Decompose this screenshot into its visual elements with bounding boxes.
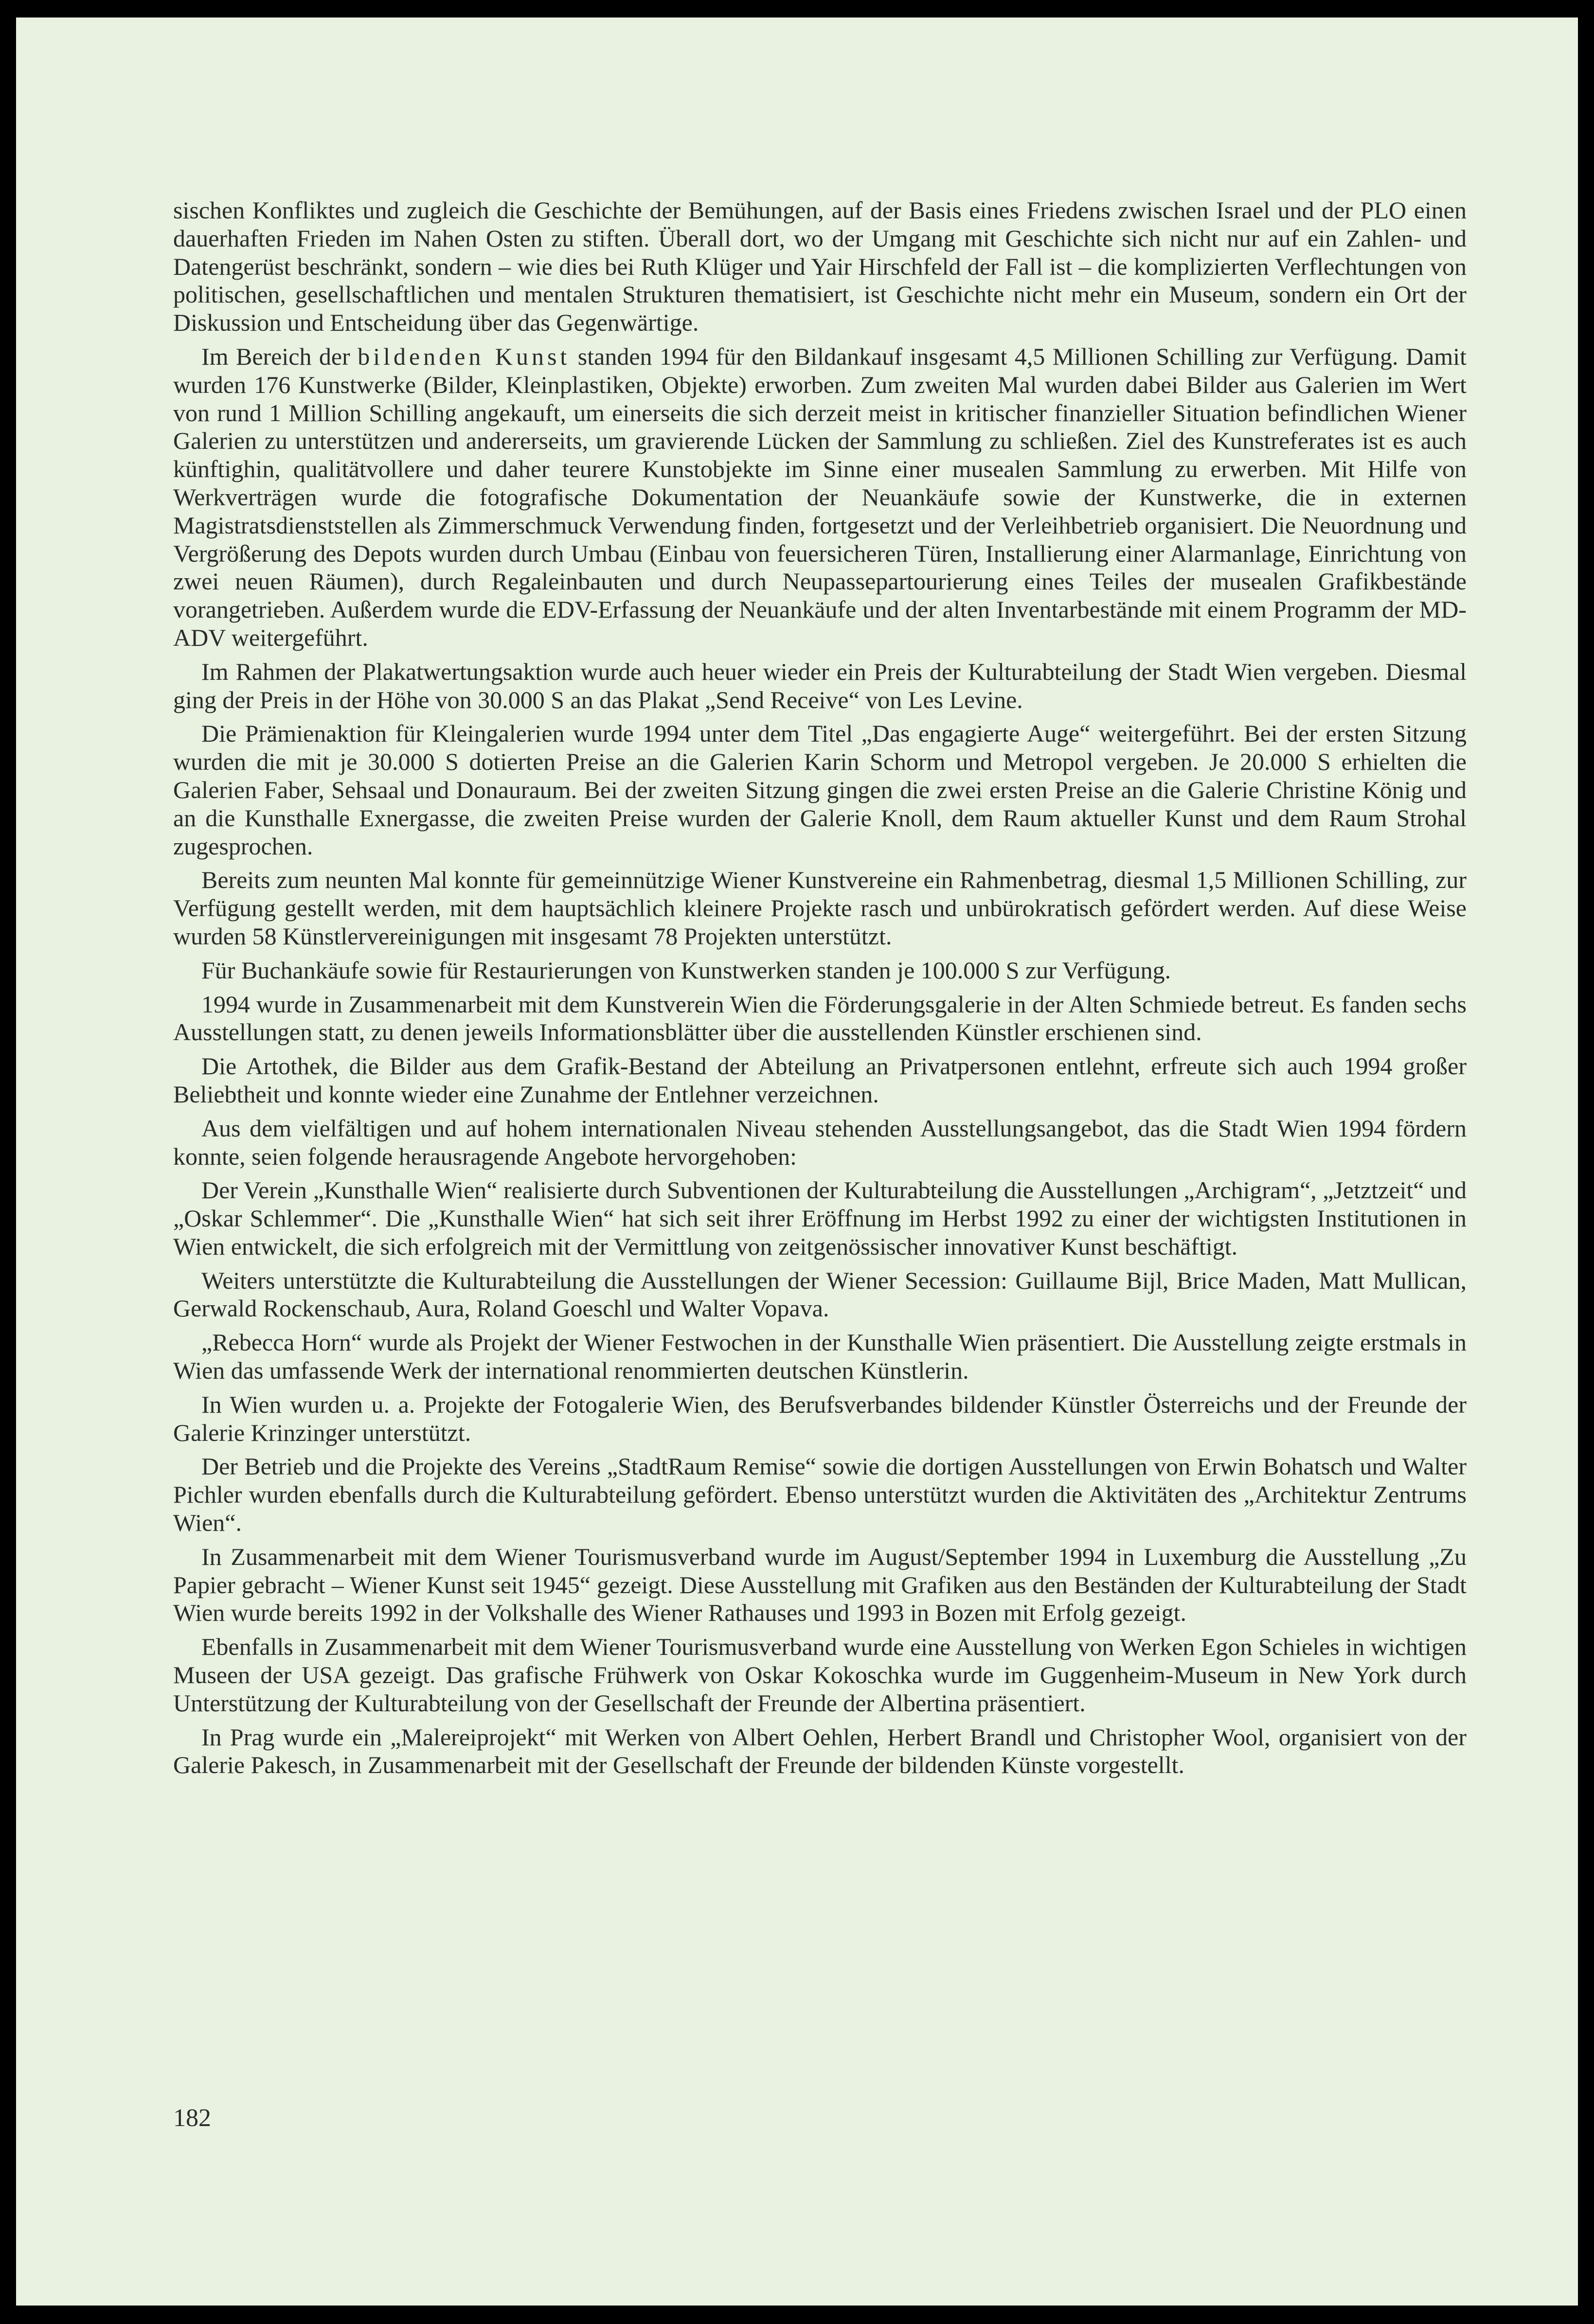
paragraph: In Wien wurden u. a. Projekte der Fotogalerie Wien, des Berufsverbandes bildender Künstler Österreichs und der Freunde der Galerie Krinzinger unterstützt. [173, 1390, 1467, 1446]
paragraph: Für Buchankäufe sowie für Restaurierungen von Kunstwerken standen je 100.000 S zur Verfügung. [201, 956, 1171, 984]
body-text [173, 196, 1467, 1785]
paragraph: In Prag wurde ein „Malereiprojekt“ mit Werken von Albert Oehlen, Herbert Brandl und Christopher Wool, organisiert von der Galerie Pakesch, in Zusammenarbeit mit der Gesellschaft der Freunde der bildenden Künste vorgestellt. [173, 1723, 1467, 1779]
paragraph: In Zusammenarbeit mit dem Wiener Tourismusverband wurde im August/September 1994 in Luxemburg die Ausstellung „Zu Papier gebracht – Wiener Kunst seit 1945“ gezeigt. Diese Ausstellung mit Grafiken aus den Beständen der Kulturabteilung der Stadt Wien wurde bereits 1992 in der Volkshalle des Wiener Rathauses und 1993 in Bozen mit Erfolg gezeigt. [173, 1543, 1467, 1627]
paragraph: Die Prämienaktion für Kleingalerien wurde 1994 unter dem Titel „Das engagierte Auge“ weitergeführt. Bei der ersten Sitzung wurden die mit je 30.000 S dotierten Preise an die Galerien Karin Schorm und Metropol vergeben. Je 20.000 S erhielten die Galerien Faber, Sehsaal und Donauraum. Bei der zweiten Sitzung gingen die zwei ersten Preise an die Galerie Christine König und an die Kunsthalle Exnergasse, die zweiten Preise wurden der Galerie Knoll, dem Raum aktueller Kunst und dem Raum Strohal zugesprochen. [173, 720, 1467, 860]
paragraph: Weiters unterstützte die Kulturabteilung die Ausstellungen der Wiener Secession: Guillaume Bijl, Brice Maden, Matt Mullican, Gerwald Rockenschaub, Aura, Roland Goeschl und Walter Vopava. [173, 1266, 1467, 1322]
spaced-emphasis: bildenden Kunst [358, 342, 571, 370]
paragraph: Die Artothek, die Bilder aus dem Grafik-Bestand der Abteilung an Privatpersonen entlehnt, erfreute sich auch 1994 großer Beliebtheit und konnte wieder eine Zunahme der Entlehner verzeichnen. [173, 1052, 1467, 1108]
paragraph: Im Rahmen der Plakatwertungsaktion wurde auch heuer wieder ein Preis der Kulturabteilung der Stadt Wien vergeben. Diesmal ging der Preis in der Höhe von 30.000 S an das Plakat „Send Receive“ von Les Levine. [173, 657, 1467, 713]
paragraph: Bereits zum neunten Mal konnte für gemeinnützige Wiener Kunstvereine ein Rahmenbetrag, diesmal 1,5 Millionen Schilling, zur Verfügung gestellt werden, mit dem hauptsächlich kleinere Projekte rasch und unbürokratisch gefördert werden. Auf diese Weise wurden 58 Künstlervereinigungen mit insgesamt 78 Projekten unterstützt. [173, 866, 1467, 950]
text-run: standen 1994 für den Bildankauf insgesamt 4,5 Millionen Schilling zur Verfügung. Damit wurden 176 Kunstwerke (Bilder, Kleinplastiken, Objekte) erworben. Zum zweiten Mal wurden dabei Bilder aus Galerien im Wert von rund 1 Million Schilling angekauft, um einerseits die sich derzeit meist in kritischer finanzieller Situation befindlichen Wiener Galerien zu unterstützen und andererseits, um gravierende Lücken der Sammlung zu schließen. Ziel des Kunstreferates ist es auch künftighin, qualitätvollere und daher teurere Kunstobjekte im Sinne einer musealen Sammlung zu erwerben. Mit Hilfe von Werkverträgen wurde die fotografische Dokumentation der Neuankäufe sowie der Kunstwerke, die in externen Magistratsdienststellen als Zimmerschmuck Verwendung finden, fortgesetzt und der Verleihbetrieb organisiert. Die Neuordnung und Vergrößerung des Depots wurden durch Umbau (Einbau von feuersicheren Türen, Installierung einer Alarmanlage, Einrichtung von zwei neuen Räumen), durch Regaleinbauten und durch Neupassepartourierung eines Teiles der musealen Grafikbestände vorangetrieben. Außerdem wurde die EDV-Erfassung der Neuankäufe und der alten Inventarbestände mit einem Programm der MD-ADV weitergeführt. [173, 342, 1467, 651]
paragraph: Der Betrieb und die Projekte des Vereins „StadtRaum Remise“ sowie die dortigen Ausstellungen von Erwin Bohatsch und Walter Pichler wurden ebenfalls durch die Kulturabteilung gefördert. Ebenso unterstützt wurden die Aktivitäten des „Architektur Zentrums Wien“. [173, 1453, 1467, 1537]
page-number: 182 [173, 2104, 211, 2132]
paragraph: Ebenfalls in Zusammenarbeit mit dem Wiener Tourismusverband wurde eine Ausstellung von Werken Egon Schieles in wichtigen Museen der USA gezeigt. Das grafische Frühwerk von Oskar Kokoschka wurde im Guggenheim-Museum in New York durch Unterstützung der Kulturabteilung von der Gesellschaft der Freunde der Albertina präsentiert. [173, 1633, 1467, 1717]
paragraph [173, 343, 1467, 652]
paragraph: Aus dem vielfältigen und auf hohem internationalen Niveau stehenden Ausstellungsangebot, das die Stadt Wien 1994 fördern konnte, seien folgende herausragende Angebote hervorgehoben: [173, 1114, 1467, 1170]
paragraph: Der Verein „Kunsthalle Wien“ realisierte durch Subventionen der Kulturabteilung die Ausstellungen „Archigram“, „Jetztzeit“ und „Oskar Schlemmer“. Die „Kunsthalle Wien“ hat sich seit ihrer Eröffnung im Herbst 1992 zu einer der wichtigsten Institutionen in Wien entwickelt, die sich erfolgreich mit der Vermittlung von zeitgenössischer innovativer Kunst beschäftigt. [173, 1176, 1467, 1260]
paragraph: 1994 wurde in Zusammenarbeit mit dem Kunstverein Wien die Förderungsgalerie in der Alten Schmiede betreut. Es fanden sechs Ausstellungen statt, zu denen jeweils Informationsblätter über die ausstellenden Künstler erschienen sind. [173, 990, 1467, 1046]
document-page [16, 18, 1578, 2306]
paragraph: „Rebecca Horn“ wurde als Projekt der Wiener Festwochen in der Kunsthalle Wien präsentiert. Die Ausstellung zeigte erstmals in Wien das umfassende Werk der international renommierten deutschen Künstlerin. [173, 1329, 1467, 1384]
text-run: Im Bereich der [201, 342, 358, 370]
paragraph: sischen Konfliktes und zugleich die Geschichte der Bemühungen, auf der Basis eines Friedens zwischen Israel und der PLO einen dauerhaften Frieden im Nahen Osten zu stiften. Überall dort, wo der Umgang mit Geschichte sich nicht nur auf ein Zahlen- und Datengerüst beschränkt, sondern – wie dies bei Ruth Klüger und Yair Hirschfeld der Fall ist – die komplizierten Verflechtungen von politischen, gesellschaftlichen und mentalen Strukturen thematisiert, ist Geschichte nicht mehr ein Museum, sondern ein Ort der Diskussion und Entscheidung über das Gegenwärtige. [173, 196, 1467, 337]
